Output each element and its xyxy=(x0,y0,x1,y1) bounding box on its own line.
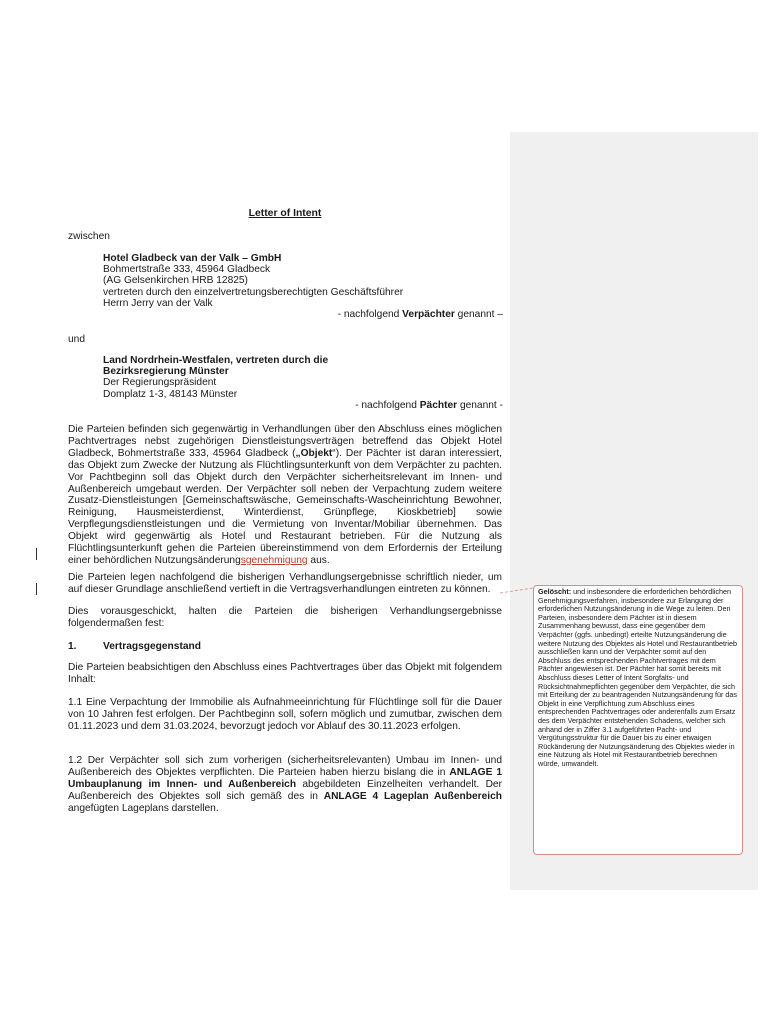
paragraph-results: Dies vorausgeschickt, halten die Parteien die bisherigen Verhandlungsergebnisse folgendermaßen fest: xyxy=(68,606,502,629)
comment-label: Gelöscht: xyxy=(538,587,572,596)
paragraph-intent: Die Parteien beabsichtigen den Abschluss eines Pachtvertrages über das Objekt mit folgendem Inhalt: xyxy=(68,662,502,685)
between-label: zwischen xyxy=(68,231,110,242)
party2-role-prefix: - nachfolgend xyxy=(355,399,420,411)
comment-text: und insbesondere die erforderlichen behördlichen Genehmigungsverfahren, insbesondere zur Erlangung der erforderlichen Nutzungsänderung in die Wege zu leiten. Den Parteien, insbesondere dem Pächter ist in diesem Zusammenhang bewusst, dass eine gegenüber dem Verpächter (ggfs. unbedingt) erteilte Nutzungsänderung die weitere Nutzung des Objektes als Hotel und Restaurantbetrieb ausschließen kann und der Verpächter somit auf den Abschluss des entsprechenden Pachtvertrages mit dem Pächter angewiesen ist. Der Pächter hat somit bereits mit Abschluss dieses Letter of Intent Sorgfalts- und Rücksichtnahmepflichten gegenüber dem Verpächter, die sich mit Erteilung der zu beantragenden Nutzungsänderung für das Objekt in eine Verpflichtung zum Abschluss eines entsprechenden Pachtvertrages oder anderenfalls zum Ersatz des dem Verpächter entstehenden Schadens, welcher sich anhand der in Ziffer 3.1 aufgeführten Pacht- und Vergütungsstruktur für die Dauer bis zu einer etwaigen Rückänderung der Nutzungsänderung des Objektes wieder in eine Nutzung als Hotel mit Restaurantbetrieb berechnen würde, umwandelt. xyxy=(538,587,737,768)
section-number: 1. xyxy=(68,641,77,652)
and-label: und xyxy=(68,334,85,345)
party1-role-suffix: genannt – xyxy=(454,309,503,321)
paragraph-negotiations: Die Parteien legen nachfolgend die bisherigen Verhandlungsergebnisse schriftlich nieder, um auf dieser Grundlage anschließend vertieft in die Vertragsverhandlungen eintreten zu können. xyxy=(68,572,502,595)
para6-text-b: abgebildeten Einzelheiten verhandelt. Der Außenbereich des Objektes soll sich gemäß des in xyxy=(68,778,502,802)
party1-represented: vertreten durch den einzelvertretungsberechtigten Geschäftsführer xyxy=(103,286,404,298)
section-title: Vertragsgegenstand xyxy=(103,641,201,652)
para1-text-b: “). Der Pächter ist daran interessiert, das Objekt zum Zwecke der Nutzung als Flüchtlingsunterkunft von dem Verpächter zu pachten. Vor Pachtbeginn soll das Objekt durch den Verpächter sicherheitsrelevant im Innen- und Außenbereich umgebaut werden. Der Verpächter soll neben der Verpachtung zudem weitere Zusatz-Dienstleistungen [Gemeinschaftswäsche, Gemeinschafts-Wascheinrichtung Bewohner, Reinigung, Hausmeisterdienst, Winterdienst, Grünpflege, Kioskbetrieb] sowie Verpflegungsdienstleistungen und die Vermietung von Inventar/Mobiliar übernehmen. Das Objekt wird gegenwärtig als Hotel und Restaurant betrieben. Für die Nutzung als Flüchtlingsunterkunft gehen die Parteien übereinstimmend von dem Erfordernis der Erteilung einer behördlichen Nutzungsänderung xyxy=(68,447,502,566)
para1-objekt: „Objekt xyxy=(295,447,333,459)
party2-address: Domplatz 1-3, 48143 Münster xyxy=(103,388,238,400)
party2-role: Der Regierungspräsident xyxy=(103,377,217,389)
inserted-text: sgenehmigung xyxy=(240,554,308,566)
party2-role-bold: Pächter xyxy=(419,399,458,411)
document-title: Letter of Intent xyxy=(248,208,322,219)
para1-text-a: Die Parteien befinden sich gegenwärtig in Verhandlungen über den Abschluss eines möglichen Pachtvertrages nebst zugehörigen Dienstleistungsverträgen betreffend das Objekt Hotel Gladbeck, Bohmertstraße 333, 45964 Gladbeck ( xyxy=(68,424,502,459)
para1-text-c: aus. xyxy=(307,554,330,566)
annex-4-ref: ANLAGE 4 Lageplan Außenbereich xyxy=(323,790,502,802)
party1-role-prefix: - nachfolgend xyxy=(337,309,403,321)
party2-role-suffix: genannt - xyxy=(457,399,503,411)
paragraph-1-1: 1.1 Eine Verpachtung der Immobilie als Aufnahmeeinrichtung für Flüchtlinge soll für die Dauer von 10 Jahren fest erfolgen. Der Pachtbeginn soll, sofern möglich und zumutbar, zwischen dem 01.11.2023 und dem 31.03.2024, bevorzugt jedoch vor Ablauf des 30.11.2023 erfolgen. xyxy=(68,697,502,732)
party1-registry: (AG Gelsenkirchen HRB 12825) xyxy=(103,275,248,287)
annex-1-ref: ANLAGE 1 Umbauplanung im Innen- und Außenbereich xyxy=(68,766,503,790)
revision-comment[interactable] xyxy=(533,585,743,855)
party1-role-bold: Verpächter xyxy=(402,309,455,321)
party1-name: Hotel Gladbeck van der Valk – GmbH xyxy=(103,253,282,264)
party1-person: Herrn Jerry van der Valk xyxy=(103,297,213,309)
para6-text-c: angefügten Lageplans darstellen. xyxy=(68,802,219,814)
party1-address: Bohmertstraße 333, 45964 Gladbeck xyxy=(103,264,271,276)
party2-name-line1: Land Nordrhein-Westfalen, vertreten durch die xyxy=(103,355,329,366)
para6-text-a: 1.2 Der Verpächter soll sich zum vorherigen (sicherheitsrelevanten) Umbau im Innen- und Außenbereich des Objektes verpflichten. Die Parteien haben hierzu bislang die in xyxy=(68,755,502,778)
party2-name-line2: Bezirksregierung Münster xyxy=(103,366,229,378)
